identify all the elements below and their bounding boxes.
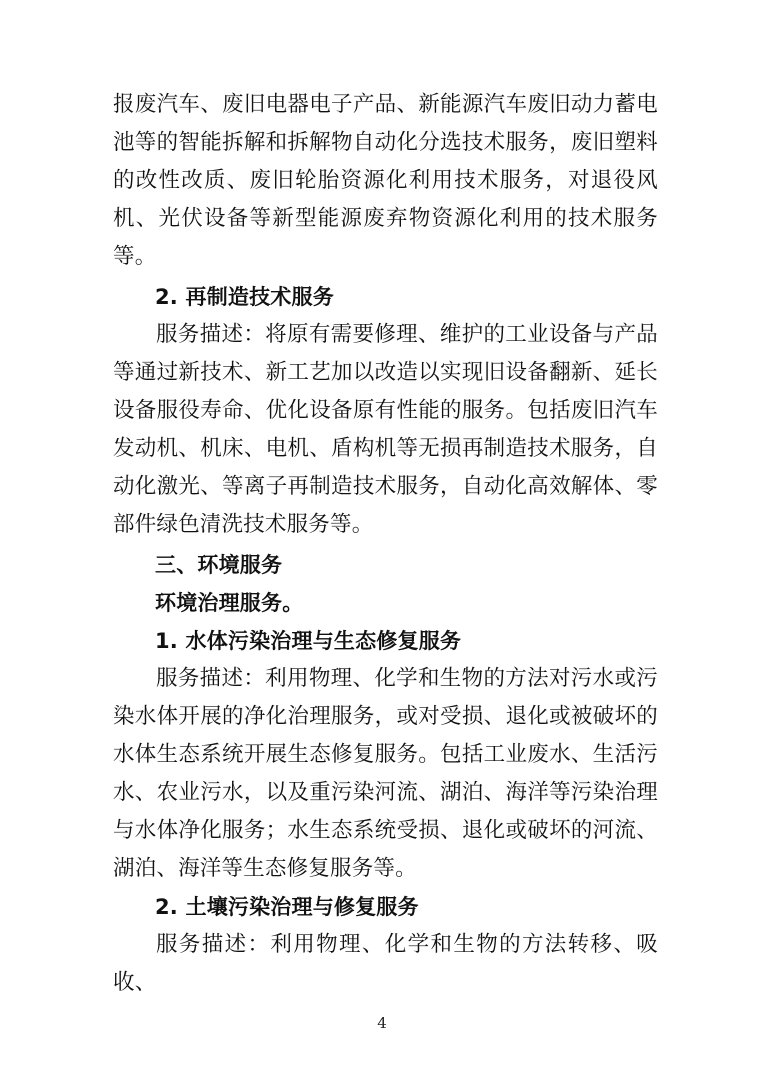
page-content [113,86,658,1002]
heading-water-pollution-service: 1. 水体污染治理与生态修复服务 [155,629,462,653]
paragraph-recycling-tech: 报废汽车、废旧电器电子产品、新能源汽车废旧动力蓄电池等的智能拆解和拆解物自动化分选技术服务，废旧塑料的改性改质、废旧轮胎资源化利用技术服务，对退役风机、光伏设备等新型能源废弃物资源化利用的技术服务等。 [113,92,658,269]
page-number: 4 [377,1014,387,1032]
paragraph-remanufacturing-description: 服务描述：将原有需要修理、维护的工业设备与产品等通过新技术、新工艺加以改造以实现旧设备翻新、延长设备服役寿命、优化设备原有性能的服务。包括废旧汽车发动机、机床、电机、盾构机等无损再制造技术服务，自动化激光、等离子再制造技术服务，自动化高效解体、零部件绿色清洗技术服务等。 [113,322,658,537]
heading-soil-pollution-service: 2. 土壤污染治理与修复服务 [155,895,419,919]
heading-remanufacturing-service: 2. 再制造技术服务 [155,285,334,309]
heading-environmental-services: 三、环境服务 [155,553,283,577]
paragraph-soil-pollution-description: 服务描述：利用物理、化学和生物的方法转移、吸收、 [113,932,658,995]
heading-environmental-governance: 环境治理服务。 [155,591,304,615]
paragraph-water-pollution-description: 服务描述：利用物理、化学和生物的方法对污水或污染水体开展的净化治理服务，或对受损、退化或被破坏的水体生态系统开展生态修复服务。包括工业废水、生活污水、农业污水，以及重污染河流、湖泊、海洋等污染治理与水体净化服务；水生态系统受损、退化或破坏的河流、湖泊、海洋等生态修复服务等。 [113,666,658,881]
